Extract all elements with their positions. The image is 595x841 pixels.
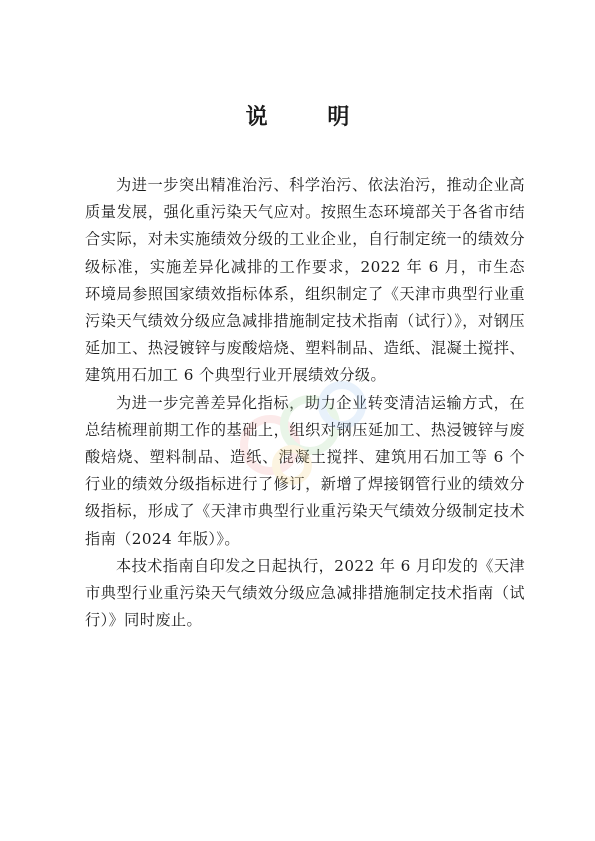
paragraph-2: 为进一步完善差异化指标，助力企业转变清洁运输方式，在总结梳理前期工作的基础上，组织对钢压延加工、热浸镀锌与废酸焙烧、塑料制品、造纸、混凝土搅拌、建筑用石加工等 6 个行业的绩效分级指标进行了修订，新增了焊接钢管行业的绩效分级指标，形成了《天津市典型行业重污染天气绩效分级制定技术指南（2024 年版）》。 <box>85 393 525 548</box>
paragraph-3: 本技术指南自印发之日起执行，2022 年 6 月印发的《天津市典型行业重污染天气绩效分级应急减排措施制定技术指南（试行）》同时废止。 <box>85 556 525 630</box>
document-body <box>85 172 525 634</box>
page-title: 说 明 <box>245 105 376 130</box>
paragraph-1: 为进一步突出精准治污、科学治污、依法治污，推动企业高质量发展，强化重污染天气应对。按照生态环境部关于各省市结合实际，对未实施绩效分级的工业企业，自行制定统一的绩效分级标准，实施差异化减排的工作要求，2022 年 6 月，市生态环境局参照国家绩效指标体系，组织制定了《天津市典型行业重污染天气绩效分级应急减排措施制定技术指南（试行）》，对钢压延加工、热浸镀锌与废酸焙烧、塑料制品、造纸、混凝土搅拌、建筑用石加工 6 个典型行业开展绩效分级。 <box>85 176 525 385</box>
